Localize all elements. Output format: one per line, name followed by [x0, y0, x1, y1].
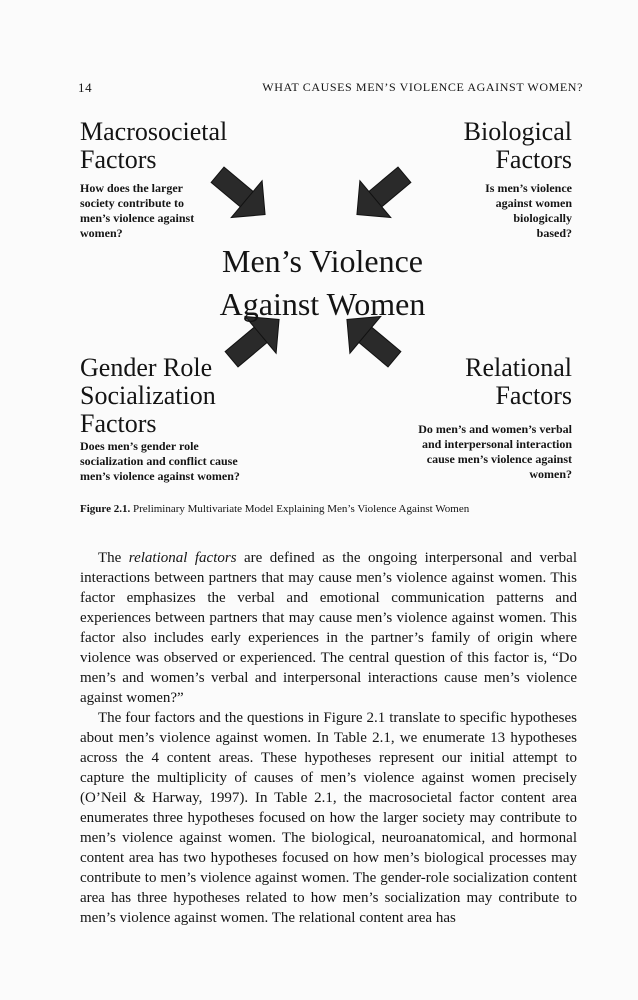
biological-title: Biological Factors — [463, 117, 572, 174]
biological-question: Is men’s violence against women biologically based? — [485, 181, 572, 240]
italic-term: relational factors — [128, 550, 237, 566]
relational-title: Relational Factors — [465, 353, 572, 410]
gender-role-title: Gender Role Socialization Factors — [80, 353, 216, 438]
center-title: Men’s Violence Against Women — [219, 243, 426, 322]
caption-label: Figure 2.1. — [80, 503, 131, 515]
paragraph-1: The relational factors are defined as the ongoing interpersonal and verbal interactions between partners that may cause men’s violence against women. This factor emphasizes the verbal and emotional communication patterns and experiences between partners that may cause men’s violence against women. This factor also includes early experiences in the partner’s family of origin where violence was observed or experienced. The central question of this factor is, “Do men’s and women’s verbal and interpersonal interactions cause men’s violence against women?” — [80, 550, 577, 706]
macrosocietal-title: Macrosocietal Factors — [80, 117, 228, 174]
body-text — [80, 548, 577, 928]
page-number: 14 — [78, 80, 93, 95]
paragraph-2: The four factors and the questions in Figure 2.1 translate to specific hypotheses about men’s violence against women. In Table 2.1, we enumerate 13 hypotheses across the 4 content areas. These hypotheses represent our initial attempt to capture the multiplicity of causes of men’s violence against women precisely (O’Neil & Harway, 1997). In Table 2.1, the macrosocietal factor content area enumerates three hypotheses focused on how the larger society may contribute to men’s violence against women. The biological, neuroanatomical, and hormonal content area has two hypotheses focused on how men’s biological processes may contribute to men’s violence against women. The gender-role socialization content area has three hypotheses related to how men’s socialization may contribute to men’s violence against women. The relational content area has — [80, 710, 577, 926]
figure-caption — [80, 503, 469, 515]
gender-role-question: Does men’s gender role socialization and conflict cause men’s violence against women? — [80, 439, 240, 483]
caption-text: Preliminary Multivariate Model Explaining Men’s Violence Against Women — [130, 503, 470, 515]
running-title: WHAT CAUSES MEN’S VIOLENCE AGAINST WOMEN? — [262, 80, 583, 94]
relational-question: Do men’s and women’s verbal and interpersonal interaction cause men’s violence against women? — [418, 422, 572, 481]
macrosocietal-question: How does the larger society contribute to men’s violence against women? — [80, 181, 195, 240]
